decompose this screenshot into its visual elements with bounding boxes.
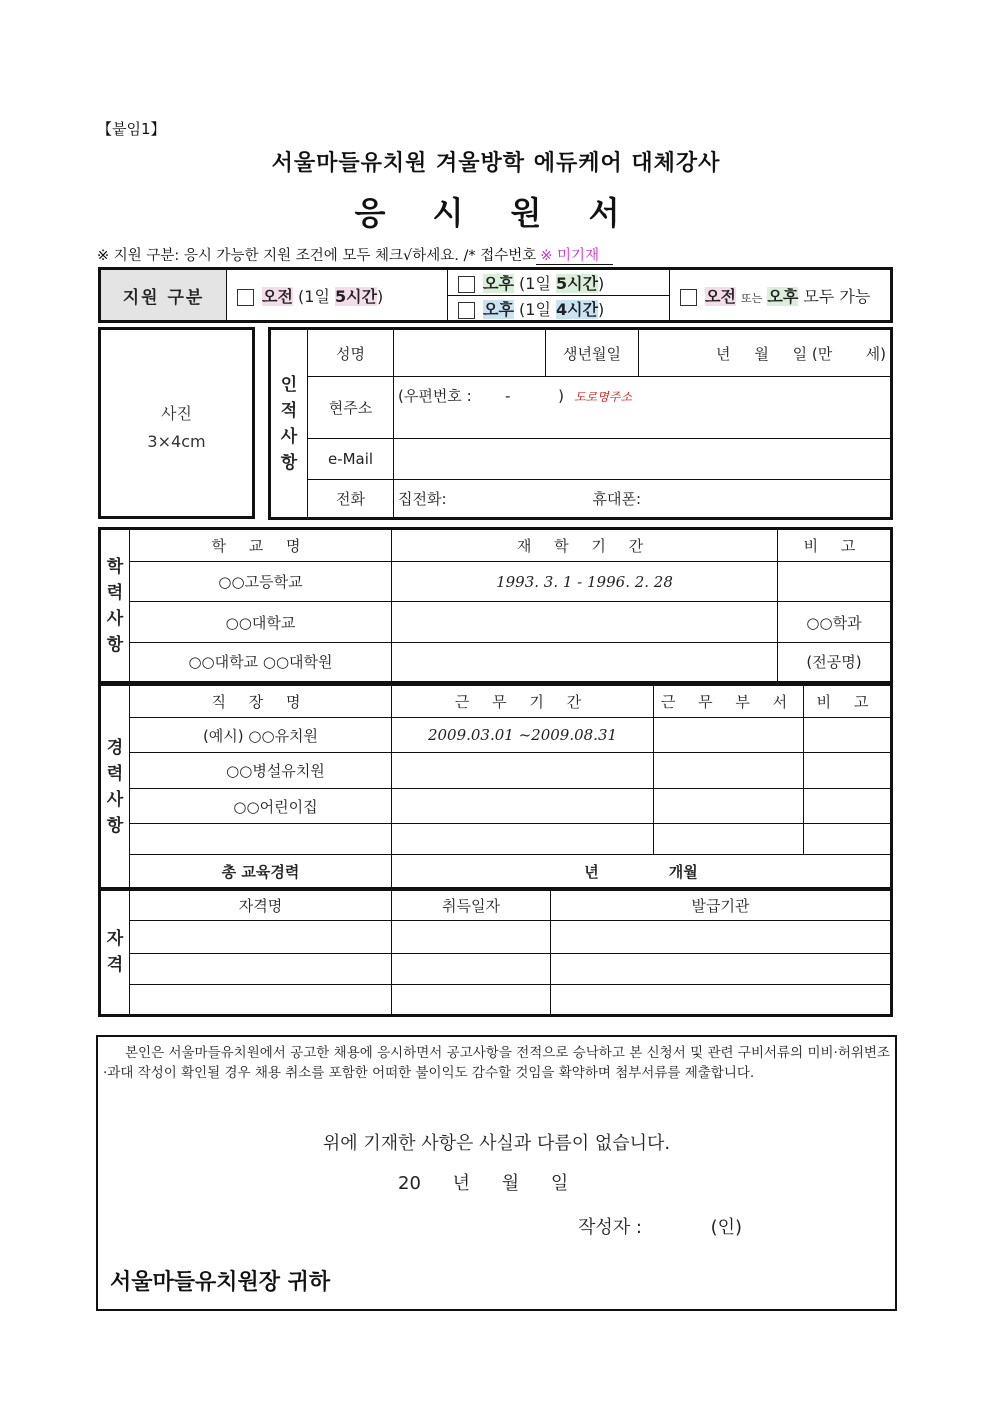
- table-row: [100, 602, 892, 642]
- table-row: [100, 984, 892, 1015]
- workplace-cell[interactable]: ○○병설유치원: [130, 753, 392, 789]
- table-row: [100, 953, 892, 984]
- email-label: e-Mail: [308, 439, 394, 480]
- period-cell[interactable]: [392, 602, 778, 642]
- work-period-cell[interactable]: [392, 753, 654, 789]
- note-cell[interactable]: [804, 789, 892, 824]
- issuer-cell[interactable]: [551, 921, 892, 953]
- certificate-section-label: 자 격: [100, 889, 130, 1016]
- note-cell[interactable]: ○○학과: [778, 602, 892, 642]
- career-table: [98, 683, 893, 891]
- application-type-label: 지원 구분: [100, 269, 227, 322]
- note-cell[interactable]: [778, 562, 892, 602]
- checkbox[interactable]: [458, 276, 475, 293]
- address-label: 현주소: [308, 377, 394, 439]
- department-cell[interactable]: [654, 789, 804, 824]
- home-phone-field[interactable]: 집전화:: [394, 480, 639, 519]
- workplace-cell[interactable]: ○○어린이집: [130, 789, 392, 824]
- work-period-cell[interactable]: 2009.03.01 ~2009.08.31: [392, 718, 654, 753]
- phone-label: 전화: [308, 480, 394, 519]
- header-issuer: 발급기관: [551, 889, 892, 921]
- table-row: [100, 824, 892, 855]
- header-note: 비 고: [778, 529, 892, 562]
- period-cell[interactable]: 1993. 3. 1 - 1996. 2. 28: [392, 562, 778, 602]
- total-career-label: 총 교육경력: [130, 855, 392, 890]
- department-cell[interactable]: [654, 753, 804, 789]
- name-label: 성명: [308, 329, 394, 377]
- personal-section-label: 인 적 사 항: [270, 329, 308, 519]
- header-department: 근 무 부 서: [654, 685, 804, 718]
- table-row: [100, 562, 892, 602]
- school-cell[interactable]: ○○대학교 ○○대학원: [130, 642, 392, 682]
- option-pm-4h[interactable]: 오후 (1일 4시간): [448, 296, 670, 322]
- instruction-note: [97, 244, 613, 265]
- cert-name-cell[interactable]: [130, 921, 392, 953]
- header-work-period: 근 무 기 간: [392, 685, 654, 718]
- document-title: 서울마들유치원 겨울방학 에듀케어 대체강사: [271, 151, 721, 176]
- education-table: [98, 527, 893, 684]
- header-note: 비 고: [804, 685, 892, 718]
- education-section-label: 학 력 사 항: [100, 529, 130, 683]
- acquired-date-cell[interactable]: [392, 953, 551, 984]
- cert-name-cell[interactable]: [130, 984, 392, 1015]
- table-row: [100, 753, 892, 789]
- work-period-cell[interactable]: [392, 824, 654, 855]
- issuer-cell[interactable]: [551, 984, 892, 1015]
- note-cell[interactable]: [804, 718, 892, 753]
- school-cell[interactable]: ○○고등학교: [130, 562, 392, 602]
- declaration-paragraph: 본인은 서울마들유치원에서 공고한 채용에 응시하면서 공고사항을 전적으로 승낙하고 본 신청서 및 관련 구비서류의 미비·허위변조·과대 작성이 확인될 경우 채용 취소를 포함한 어떠한 불이익도 감수할 것임을 확약하며 첨부서류를 제출합니다.: [103, 1045, 890, 1081]
- workplace-cell[interactable]: (예시) ○○유치원: [130, 718, 392, 753]
- name-field[interactable]: [394, 329, 546, 377]
- declaration-box: [96, 1035, 897, 1311]
- addressee: 서울마들유치원장 귀하: [110, 1270, 331, 1295]
- option-pm-5h[interactable]: 오후 (1일 5시간): [448, 269, 670, 296]
- header-workplace: 직 장 명: [130, 685, 392, 718]
- photo-label: 사진: [161, 404, 192, 423]
- acquired-date-cell[interactable]: [392, 921, 551, 953]
- checkbox[interactable]: [458, 302, 475, 319]
- option-am-5h[interactable]: 오전 (1일 5시간): [227, 269, 448, 322]
- certificate-table: [98, 887, 893, 1017]
- department-cell[interactable]: [654, 718, 804, 753]
- note-cell[interactable]: [804, 824, 892, 855]
- table-row: [100, 789, 892, 824]
- header-school: 학 교 명: [130, 529, 392, 562]
- instruction-text: ※ 지원 구분: 응시 가능한 지원 조건에 모두 체크√하세요. /* 접수번호: [97, 248, 537, 264]
- birth-field[interactable]: 년 월 일 (만 세): [639, 329, 892, 377]
- photo-box[interactable]: [98, 327, 255, 519]
- acquired-date-cell[interactable]: [392, 984, 551, 1015]
- signer-field[interactable]: 작성자 : (인): [578, 1217, 743, 1238]
- table-row: [100, 921, 892, 953]
- receipt-number: ※ 미기재: [536, 248, 613, 265]
- header-acquired-date: 취득일자: [392, 889, 551, 921]
- application-type-table: [98, 267, 893, 323]
- checkbox[interactable]: [680, 289, 697, 306]
- attachment-label: 【붙임1】: [97, 120, 166, 138]
- period-cell[interactable]: [392, 642, 778, 682]
- form-title: 응 시 원 서: [354, 194, 638, 232]
- workplace-cell[interactable]: [130, 824, 392, 855]
- mobile-field[interactable]: 휴대폰:: [593, 480, 846, 519]
- work-period-cell[interactable]: [392, 789, 654, 824]
- note-cell[interactable]: [804, 753, 892, 789]
- birth-label: 생년월일: [546, 329, 639, 377]
- email-field[interactable]: [394, 439, 892, 480]
- note-cell[interactable]: (전공명): [778, 642, 892, 682]
- table-row: [100, 718, 892, 753]
- school-cell[interactable]: ○○대학교: [130, 602, 392, 642]
- header-period: 재 학 기 간: [392, 529, 778, 562]
- issuer-cell[interactable]: [551, 953, 892, 984]
- road-address-hint: 도로명주소: [573, 390, 632, 404]
- declaration-date[interactable]: 20 년 월 일: [398, 1173, 569, 1194]
- table-row: [100, 642, 892, 682]
- career-section-label: 경 력 사 항: [100, 685, 130, 890]
- personal-info-table: [268, 327, 893, 520]
- photo-size: 3×4cm: [147, 432, 206, 451]
- header-cert-name: 자격명: [130, 889, 392, 921]
- checkbox[interactable]: [237, 289, 254, 306]
- total-career-field[interactable]: 년 개월: [392, 855, 892, 890]
- address-field[interactable]: (우편번호 : - ) 도로명주소: [394, 377, 892, 439]
- declaration-statement: 위에 기재한 사항은 사실과 다름이 없습니다.: [322, 1133, 671, 1154]
- option-both[interactable]: 오전 또는 오후 모두 가능: [670, 269, 892, 322]
- cert-name-cell[interactable]: [130, 953, 392, 984]
- department-cell[interactable]: [654, 824, 804, 855]
